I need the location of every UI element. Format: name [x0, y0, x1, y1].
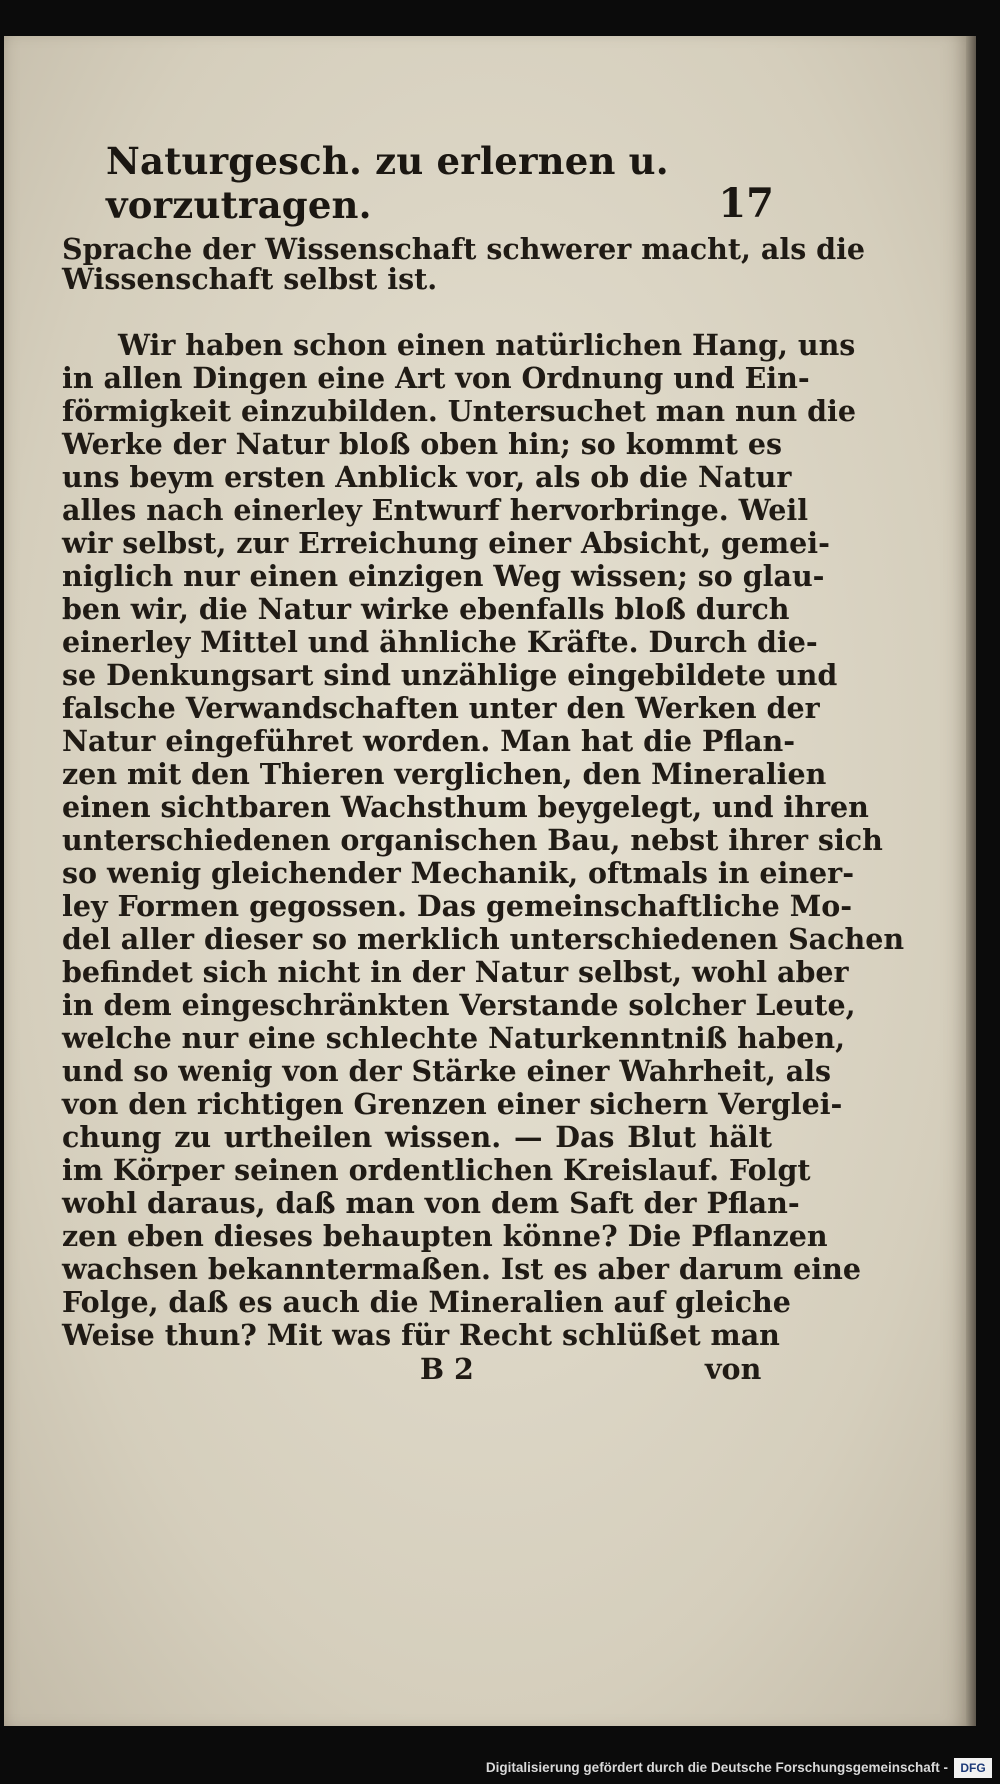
- text-line: ben wir, die Natur wirke ebenfalls bloß durch: [62, 592, 790, 626]
- text-line: wir selbst, zur Erreichung einer Absicht, gemei-: [62, 526, 830, 560]
- text-line: einerley Mittel und ähnliche Kräfte. Durch die-: [62, 625, 818, 659]
- text-line: se Denkungsart sind unzählige eingebildete und: [62, 658, 838, 692]
- text-line: Werke der Natur bloß oben hin; so kommt es: [62, 427, 783, 461]
- text-line: zen eben dieses behaupten könne? Die Pflanzen: [62, 1219, 828, 1253]
- text-line: alles nach einerley Entwurf hervorbringe. Weil: [62, 493, 809, 527]
- text-line: niglich nur einen einzigen Weg wissen; so glau-: [62, 559, 825, 593]
- text-line: im Körper seinen ordentlichen Kreislauf. Folgt: [62, 1153, 811, 1187]
- page-number: 17: [718, 180, 774, 227]
- text-line: zen mit den Thieren verglichen, den Mineralien: [62, 757, 827, 791]
- text-line: Sprache der Wissenschaft schwerer macht, als die: [62, 232, 866, 266]
- digitization-credit: Digitalisierung gefördert durch die Deutsche Forschungsgemeinschaft -: [485, 1760, 948, 1775]
- text-line: falsche Verwandschaften unter den Werken der: [62, 691, 820, 725]
- text-line: wohl daraus, daß man von dem Saft der Pflan-: [62, 1186, 800, 1220]
- text-line: in dem eingeschränkten Verstande solcher Leute,: [62, 988, 856, 1022]
- text-line: Folge, daß es auch die Mineralien auf gleiche: [62, 1285, 791, 1319]
- text-line: unterschiedenen organischen Bau, nebst ihrer sich: [62, 823, 883, 857]
- text-line: Weise thun? Mit was für Recht schlüßet man: [62, 1318, 780, 1352]
- text-line: del aller dieser so merklich unterschiedenen Sachen: [62, 922, 905, 956]
- text-line: chung zu urtheilen wissen. — Das Blut hält: [62, 1120, 772, 1154]
- text-line: Natur eingeführet worden. Man hat die Pflan-: [62, 724, 796, 758]
- running-head: [106, 139, 776, 227]
- running-head-title: Naturgesch. zu erlernen u. vorzutragen.: [106, 139, 669, 227]
- text-line: Wissenschaft selbst ist.: [62, 262, 438, 296]
- text-line: in allen Dingen eine Art von Ordnung und Ein-: [62, 361, 810, 395]
- catchword: von: [705, 1352, 762, 1386]
- text-line: welche nur eine schlechte Naturkenntniß haben,: [62, 1021, 846, 1055]
- page-edge: [966, 36, 976, 1726]
- text-line: von den richtigen Grenzen einer sichern Verglei-: [62, 1087, 843, 1121]
- text-line: einen sichtbaren Wachsthum beygelegt, und ihren: [62, 790, 869, 824]
- text-line: so wenig gleichender Mechanik, oftmals in einer-: [62, 856, 855, 890]
- text-line: förmigkeit einzubilden. Untersuchet man nun die: [62, 394, 856, 428]
- text-line: uns beym ersten Anblick vor, als ob die Natur: [62, 460, 792, 494]
- dfg-logo: DFG: [954, 1758, 992, 1778]
- text-line: ley Formen gegossen. Das gemeinschaftliche Mo-: [62, 889, 853, 923]
- signature-mark: B 2: [420, 1352, 474, 1386]
- text-line: befindet sich nicht in der Natur selbst, wohl aber: [62, 955, 849, 989]
- text-line: Wir haben schon einen natürlichen Hang, uns: [118, 328, 856, 362]
- text-line: wachsen bekanntermaßen. Ist es aber darum eine: [62, 1252, 861, 1286]
- text-line: und so wenig von der Stärke einer Wahrheit, als: [62, 1054, 832, 1088]
